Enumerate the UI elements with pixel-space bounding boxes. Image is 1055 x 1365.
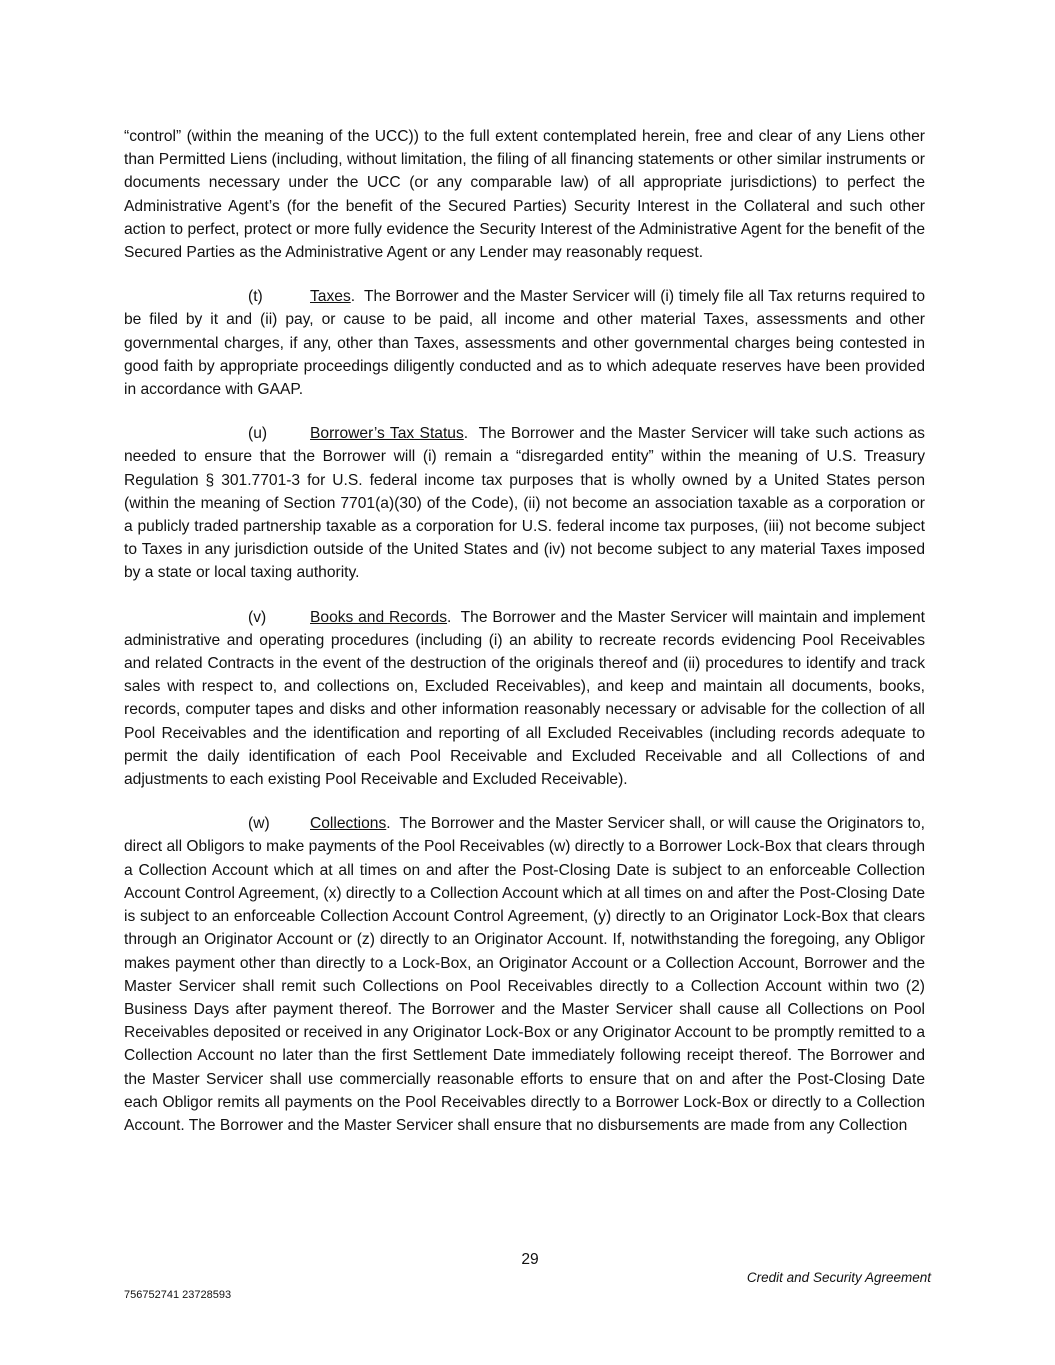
section-v: (v) Books and Records. The Borrower and the Master Servicer will maintain and implement administrative and operating procedures (including (i) an ability to recreate records evidencing Pool Receivables and related Contracts in the event of the destruction of the originals thereof and (ii) procedures to identify and track sales with respect to, and collections on, Excluded Receivables), and keep and maintain all documents, books, records, computer tapes and disks and other information reasonably necessary or advisable for the collection of all Pool Receivables and the identification and reporting of all Excluded Receivables (including records adequate to permit the daily identification of each Pool Receivable and Excluded Receivable and all Collections of and adjustments to each existing Pool Receivable and Excluded Receivable). bbox=[124, 606, 925, 792]
section-heading: Borrower’s Tax Status bbox=[310, 425, 464, 443]
document-body bbox=[124, 125, 925, 1158]
opening-paragraph: “control” (within the meaning of the UCC)) to the full extent contemplated herein, free and clear of any Liens other than Permitted Liens (including, without limitation, the filing of all financing statements or other similar instruments or documents necessary under the UCC (or any comparable law) of all appropriate jurisdictions) to perfect the Administrative Agent’s (for the benefit of the Secured Parties) Security Interest in the Collateral and such other action to perfect, protect or more fully evidence the Security Interest of the Administrative Agent for the benefit of the Secured Parties as the Administrative Agent or any Lender may reasonably request. bbox=[124, 128, 925, 262]
section-heading: Taxes bbox=[310, 288, 351, 306]
footer-document-title: Credit and Security Agreement bbox=[746, 1270, 931, 1285]
section-text: The Borrower and the Master Servicer will maintain and implement administrative and operating procedures (including (i) an ability to recreate records evidencing Pool Receivables and related Contracts in the event of the destruction of the originals thereof and (ii) procedures to identify and track sales with respect to, and collections on, Excluded Receivables), and keep and maintain all documents, books, records, computer tapes and disks and other information reasonably necessary or advisable for the collection of all Pool Receivables and the identification and reporting of all Excluded Receivables (including records adequate to permit the daily identification of each Pool Receivable and Excluded Receivable and all Collections of and adjustments to each existing Pool Receivable and Excluded Receivable). bbox=[124, 608, 925, 789]
section-marker: (w) bbox=[248, 815, 270, 833]
section-text: The Borrower and the Master Servicer will (i) timely file all Tax returns required to be filed by it and (ii) pay, or cause to be paid, all income and other material Taxes, assessments and other governmental charges, if any, other than Taxes, assessments and other governmental charges being contested in good faith by appropriate proceedings diligently conducted and as to which adequate reserves have been provided in accordance with GAAP. bbox=[124, 288, 925, 399]
section-marker: (v) bbox=[248, 608, 267, 626]
section-marker: (t) bbox=[248, 288, 263, 306]
section-heading: Collections bbox=[310, 815, 387, 833]
section-text: The Borrower and the Master Servicer will take such actions as needed to ensure that the Borrower will (i) remain a “disregarded entity” within the meaning of U.S. Treasury Regulation § 301.7701-3 for U.S. federal income tax purposes that is wholly owned by a United States person (within the meaning of Section 7701(a)(30) of the Code), (ii) not become an association taxable as a corporation or a publicly traded partnership taxable as a corporation for U.S. federal income tax purposes, (iii) not become subject to Taxes in any jurisdiction outside of the United States and (iv) not become subject to any material Taxes imposed by a state or local taxing authority. bbox=[124, 425, 925, 582]
section-w: (w) Collections. The Borrower and the Master Servicer shall, or will cause the Originators to, direct all Obligors to make payments of the Pool Receivables (w) directly to a Borrower Lock-Box that clears through a Collection Account which at all times on and after the Post-Closing Date is subject to an enforceable Collection Account Control Agreement, (x) directly to a Collection Account which at all times on and after the Post-Closing Date is subject to an enforceable Collection Account Control Agreement, (y) directly to an Originator Lock-Box that clears through an Originator Account or (z) directly to an Originator Account. If, notwithstanding the foregoing, any Obligor makes payment other than directly to a Lock-Box, an Originator Account or a Collection Account, Borrower and the Master Servicer shall remit such Collections on Pool Receivables directly to a Collection Account within two (2) Business Days after payment thereof. The Borrower and the Master Servicer shall cause all Collections on Pool Receivables deposited or received in any Originator Lock-Box or any Originator Account to be promptly remitted to a Collection Account no later than the first Settlement Date immediately following receipt thereof. The Borrower and the Master Servicer shall use commercially reasonable efforts to ensure that on and after the Post-Closing Date each Obligor remits all payments on the Pool Receivables directly to a Borrower Lock-Box or directly to a Collection Account. The Borrower and the Master Servicer shall ensure that no disbursements are made from any Collection bbox=[124, 812, 925, 1137]
section-t: (t) Taxes. The Borrower and the Master Servicer will (i) timely file all Tax returns required to be filed by it and (ii) pay, or cause to be paid, all income and other material Taxes, assessments and other governmental charges, if any, other than Taxes, assessments and other governmental charges being contested in good faith by appropriate proceedings diligently conducted and as to which adequate reserves have been provided in accordance with GAAP. bbox=[124, 285, 925, 401]
page-number: 29 bbox=[521, 1251, 539, 1268]
section-text: The Borrower and the Master Servicer shall, or will cause the Originators to, direct all Obligors to make payments of the Pool Receivables (w) directly to a Borrower Lock-Box that clears through a Collection Account which at all times on and after the Post-Closing Date is subject to an enforceable Collection Account Control Agreement, (x) directly to a Collection Account which at all times on and after the Post-Closing Date is subject to an enforceable Collection Account Control Agreement, (y) directly to an Originator Lock-Box that clears through an Originator Account or (z) directly to an Originator Account. If, notwithstanding the foregoing, any Obligor makes payment other than directly to a Lock-Box, an Originator Account or a Collection Account, Borrower and the Master Servicer shall remit such Collections on Pool Receivables directly to a Collection Account within two (2) Business Days after payment thereof. The Borrower and the Master Servicer shall cause all Collections on Pool Receivables deposited or received in any Originator Lock-Box or any Originator Account to be promptly remitted to a Collection Account no later than the first Settlement Date immediately following receipt thereof. The Borrower and the Master Servicer shall use commercially reasonable efforts to ensure that on and after the Post-Closing Date each Obligor remits all payments on the Pool Receivables directly to a Borrower Lock-Box or directly to a Collection Account. The Borrower and the Master Servicer shall ensure that no disbursements are made from any Collection bbox=[124, 815, 925, 1134]
section-u: (u) Borrower’s Tax Status. The Borrower and the Master Servicer will take such actions as needed to ensure that the Borrower will (i) remain a “disregarded entity” within the meaning of U.S. Treasury Regulation § 301.7701-3 for U.S. federal income tax purposes that is wholly owned by a United States person (within the meaning of Section 7701(a)(30) of the Code), (ii) not become an association taxable as a corporation or a publicly traded partnership taxable as a corporation for U.S. federal income tax purposes, (iii) not become subject to Taxes in any jurisdiction outside of the United States and (iv) not become subject to any material Taxes imposed by a state or local taxing authority. bbox=[124, 422, 925, 584]
section-heading: Books and Records bbox=[310, 608, 448, 626]
document-id: 756752741 23728593 bbox=[124, 1289, 232, 1301]
section-marker: (u) bbox=[248, 425, 268, 443]
